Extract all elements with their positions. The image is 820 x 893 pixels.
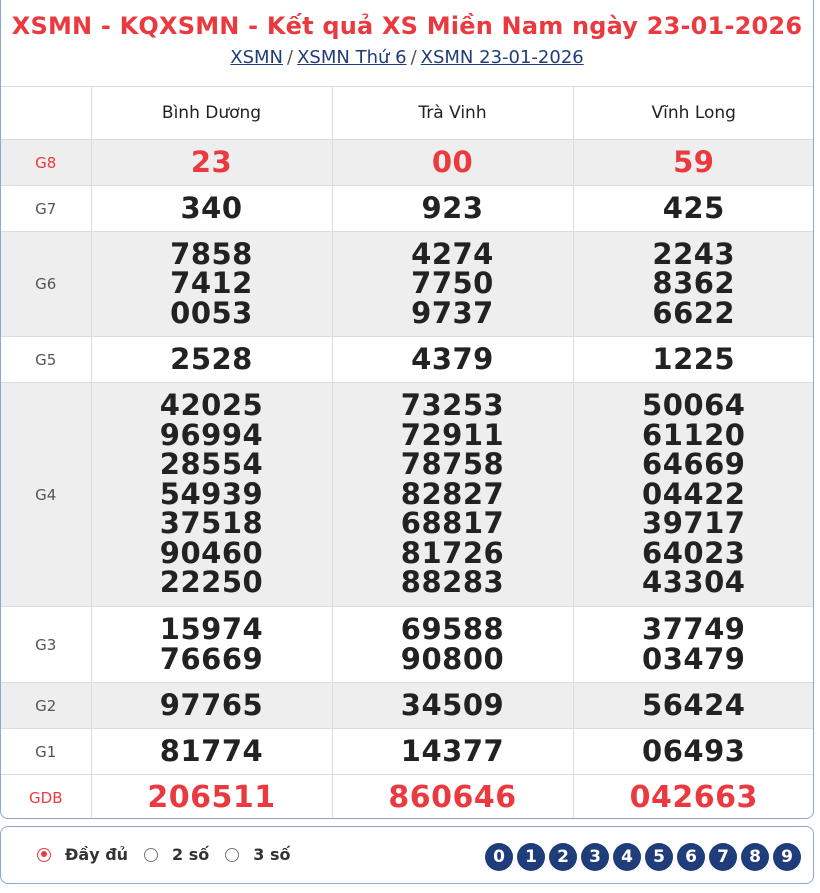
prize-number: 03479 bbox=[642, 641, 746, 676]
prize-number: 88283 bbox=[400, 565, 505, 600]
province-header-row bbox=[1, 87, 814, 140]
prize-cell bbox=[91, 383, 332, 607]
prize-cell bbox=[91, 140, 332, 186]
results-table bbox=[1, 87, 814, 819]
prize-number: 8362 bbox=[652, 266, 736, 301]
prize-cell bbox=[91, 775, 332, 820]
prize-number: 15974 bbox=[159, 612, 264, 646]
prize-number: 6622 bbox=[652, 295, 736, 330]
option-full[interactable] bbox=[37, 845, 128, 864]
prize-label: G3 bbox=[1, 607, 91, 683]
prize-number: 425 bbox=[662, 190, 725, 225]
page-title: XSMN - KQXSMN - Kết quả XS Miền Nam ngày 23-01-2026 bbox=[11, 12, 803, 40]
digit-button-4[interactable]: 4 bbox=[613, 843, 641, 871]
digit-button-0[interactable]: 0 bbox=[485, 843, 513, 871]
prize-cell bbox=[573, 140, 814, 186]
option-3-digits[interactable] bbox=[225, 845, 290, 864]
prize-number: 82827 bbox=[400, 476, 505, 511]
prize-row-special bbox=[1, 775, 814, 820]
prize-label: GDB bbox=[1, 775, 91, 820]
radio-2-digits[interactable] bbox=[144, 848, 158, 862]
results-header bbox=[1, 0, 813, 87]
prize-row-g4 bbox=[1, 383, 814, 607]
digit-button-6[interactable]: 6 bbox=[677, 843, 705, 871]
digit-button-2[interactable]: 2 bbox=[549, 843, 577, 871]
prize-number: 90460 bbox=[159, 535, 264, 570]
breadcrumb-separator: / bbox=[410, 47, 417, 68]
digit-button-7[interactable]: 7 bbox=[709, 843, 737, 871]
prize-cell bbox=[573, 729, 814, 775]
breadcrumb bbox=[1, 46, 813, 70]
prize-number: 68817 bbox=[400, 506, 505, 541]
prize-number: 69588 bbox=[400, 612, 505, 646]
prize-cell bbox=[332, 186, 573, 232]
prize-number: 76669 bbox=[159, 641, 264, 676]
prize-row-g2 bbox=[1, 683, 814, 729]
prize-cell bbox=[573, 607, 814, 683]
prize-number: 4274 bbox=[411, 236, 494, 271]
prize-cell bbox=[332, 140, 573, 186]
prize-number: 59 bbox=[673, 144, 715, 179]
prize-row-g1 bbox=[1, 729, 814, 775]
option-label: 2 số bbox=[172, 845, 210, 864]
prize-number: 1225 bbox=[652, 341, 736, 376]
prize-cell bbox=[332, 232, 573, 337]
prize-number: 81774 bbox=[159, 733, 264, 768]
prize-number: 61120 bbox=[642, 417, 746, 452]
digit-button-8[interactable]: 8 bbox=[741, 843, 769, 871]
prize-row-g8 bbox=[1, 140, 814, 186]
prize-number: 7858 bbox=[170, 236, 253, 271]
digit-button-9[interactable]: 9 bbox=[773, 843, 801, 871]
prize-number: 54939 bbox=[159, 476, 264, 511]
prize-cell bbox=[332, 729, 573, 775]
prize-number: 14377 bbox=[400, 733, 505, 768]
prize-number: 923 bbox=[421, 190, 484, 225]
prize-cell bbox=[91, 186, 332, 232]
prize-number: 64669 bbox=[642, 447, 746, 482]
prize-number: 04422 bbox=[642, 476, 746, 511]
prize-row-g7 bbox=[1, 186, 814, 232]
prize-number: 340 bbox=[180, 190, 243, 225]
prize-number: 28554 bbox=[159, 447, 264, 482]
prize-label: G7 bbox=[1, 186, 91, 232]
prize-number: 97765 bbox=[159, 687, 264, 722]
prize-number: 73253 bbox=[400, 388, 505, 423]
special-prize-number: 206511 bbox=[147, 780, 276, 816]
prize-number: 22250 bbox=[159, 565, 264, 600]
display-options bbox=[37, 845, 306, 864]
prize-cell bbox=[332, 337, 573, 383]
prize-number: 72911 bbox=[400, 417, 505, 452]
prize-label: G4 bbox=[1, 383, 91, 607]
prize-label: G5 bbox=[1, 337, 91, 383]
prize-cell bbox=[332, 607, 573, 683]
province-name: Vĩnh Long bbox=[573, 87, 814, 140]
option-2-digits[interactable] bbox=[144, 845, 209, 864]
prize-cell bbox=[91, 683, 332, 729]
digit-button-3[interactable]: 3 bbox=[581, 843, 609, 871]
prize-cell bbox=[573, 232, 814, 337]
radio-3-digits[interactable] bbox=[225, 848, 239, 862]
prize-cell bbox=[332, 683, 573, 729]
special-prize-number: 042663 bbox=[629, 780, 758, 816]
prize-cell bbox=[573, 383, 814, 607]
prize-number: 9737 bbox=[411, 295, 494, 330]
prize-number: 43304 bbox=[642, 565, 746, 600]
prize-row-g5 bbox=[1, 337, 814, 383]
digit-button-1[interactable]: 1 bbox=[517, 843, 545, 871]
display-toolbar bbox=[0, 826, 814, 884]
prize-number: 78758 bbox=[400, 447, 505, 482]
breadcrumb-link-weekday[interactable]: XSMN Thứ 6 bbox=[297, 47, 407, 68]
prize-number: 81726 bbox=[400, 535, 505, 570]
digit-button-5[interactable]: 5 bbox=[645, 843, 673, 871]
prize-row-g3 bbox=[1, 607, 814, 683]
radio-full-selected[interactable] bbox=[37, 848, 51, 862]
prize-label: G6 bbox=[1, 232, 91, 337]
prize-cell bbox=[91, 337, 332, 383]
prize-cell bbox=[573, 683, 814, 729]
prize-number: 50064 bbox=[642, 388, 746, 423]
prize-cell bbox=[91, 607, 332, 683]
prize-number: 37749 bbox=[642, 612, 746, 646]
prize-column-header bbox=[1, 87, 91, 140]
breadcrumb-link-xsmn[interactable]: XSMN bbox=[230, 47, 284, 68]
prize-number: 34509 bbox=[400, 687, 505, 722]
prize-label: G2 bbox=[1, 683, 91, 729]
special-prize-number: 860646 bbox=[388, 780, 517, 816]
prize-cell bbox=[332, 775, 573, 820]
province-name: Trà Vinh bbox=[332, 87, 573, 140]
prize-cell bbox=[332, 383, 573, 607]
prize-number: 39717 bbox=[642, 506, 746, 541]
prize-label: G1 bbox=[1, 729, 91, 775]
prize-number: 7412 bbox=[170, 266, 253, 301]
prize-number: 37518 bbox=[159, 506, 264, 541]
prize-number: 00 bbox=[431, 144, 474, 179]
prize-number: 4379 bbox=[411, 341, 494, 376]
prize-cell bbox=[573, 186, 814, 232]
prize-number: 96994 bbox=[159, 417, 264, 452]
prize-cell bbox=[573, 337, 814, 383]
prize-number: 2243 bbox=[652, 236, 736, 271]
prize-number: 7750 bbox=[411, 266, 494, 301]
prize-number: 56424 bbox=[642, 687, 746, 722]
province-name: Bình Dương bbox=[91, 87, 332, 140]
digit-filter-group bbox=[481, 843, 801, 871]
prize-number: 23 bbox=[190, 144, 233, 179]
option-label: 3 số bbox=[253, 845, 291, 864]
prize-cell bbox=[91, 232, 332, 337]
prize-number: 0053 bbox=[170, 295, 253, 330]
prize-number: 42025 bbox=[159, 388, 264, 423]
prize-cell bbox=[91, 729, 332, 775]
prize-number: 90800 bbox=[400, 641, 505, 676]
option-label: Đầy đủ bbox=[65, 845, 129, 864]
prize-cell bbox=[573, 775, 814, 820]
prize-number: 06493 bbox=[642, 733, 746, 768]
prize-number: 2528 bbox=[170, 341, 253, 376]
prize-label: G8 bbox=[1, 140, 91, 186]
breadcrumb-separator: / bbox=[287, 47, 294, 68]
breadcrumb-link-date[interactable]: XSMN 23-01-2026 bbox=[420, 47, 584, 68]
prize-row-g6 bbox=[1, 232, 814, 337]
prize-number: 64023 bbox=[642, 535, 746, 570]
